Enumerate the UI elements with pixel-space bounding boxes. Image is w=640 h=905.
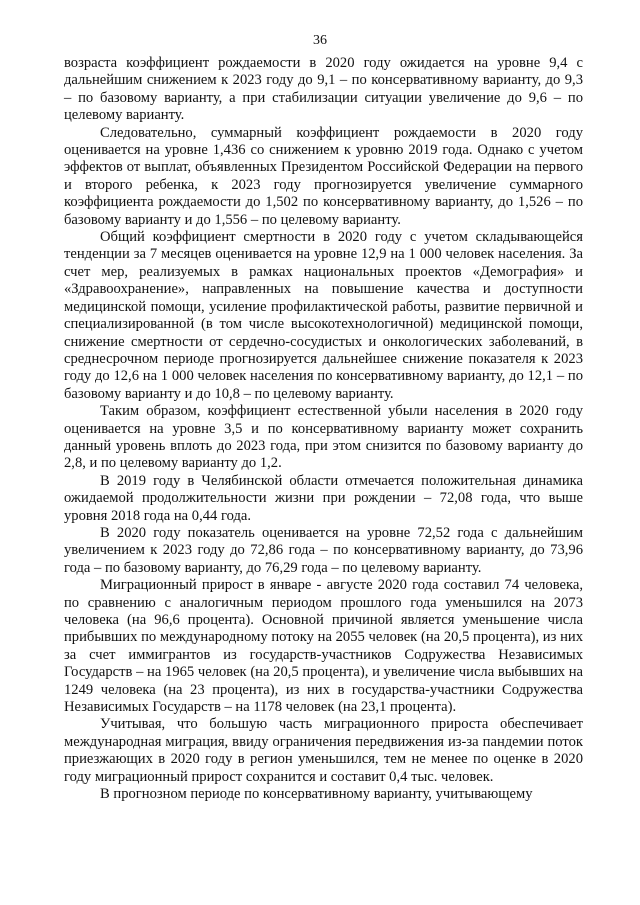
paragraph-2: Следовательно, суммарный коэффициент рождаемости в 2020 году оценивается на уровне 1,436 со снижением к уровню 2019 года. Однако с учетом эффектов от выплат, объявленных Президентом Российской Федерации на первого и второго ребенка, к 2023 году прогнозируется увеличение суммарного коэффициента рождаемости до 1,502 по консервативному варианту, до 1,526 – по базовому варианту и до 1,556 – по целевому варианту. bbox=[64, 124, 583, 228]
body-text bbox=[64, 55, 583, 803]
paragraph-6: В 2020 году показатель оценивается на уровне 72,52 года с дальнейшим увеличением к 2023 году до 72,86 года – по консервативному варианту, до 73,96 года – по базовому варианту, до 76,29 года – по целевому варианту. bbox=[64, 524, 583, 576]
paragraph-4: Таким образом, коэффициент естественной убыли населения в 2020 году оценивается на уровне 3,5 и по консервативному варианту может сохранить данный уровень вплоть до 2023 года, при этом снизится по базовому варианту до 2,8, и по целевому варианту до 1,2. bbox=[64, 403, 583, 472]
paragraph-5: В 2019 году в Челябинской области отмечается положительная динамика ожидаемой продолжительности жизни при рождении – 72,08 года, что выше уровня 2018 года на 0,44 года. bbox=[64, 472, 583, 524]
paragraph-7: Миграционный прирост в январе - августе 2020 года составил 74 человека, по сравнению с аналогичным периодом прошлого года уменьшился на 2073 человека (на 96,6 процента). Основной причиной является уменьшение числа прибывших по международному потоку на 2055 человек (на 20,5 процента), из них за счет иммигрантов из государств-участников Содружества Независимых Государств – на 1965 человек (на 20,5 процента), и увеличение числа выбывших на 1249 человека (на 23 процента), из них в государства-участники Содружества Независимых Государств – на 1178 человек (на 23,1 процента). bbox=[64, 577, 583, 716]
paragraph-8: Учитывая, что большую часть миграционного прироста обеспечивает международная миграция, ввиду ограничения передвижения из-за пандемии поток приезжающих в 2020 году в регион уменьшился, тем не менее по оценке в 2020 году миграционный прирост сохранится и составит 0,4 тыс. человек. bbox=[64, 716, 583, 785]
paragraph-1: возраста коэффициент рождаемости в 2020 году ожидается на уровне 9,4 с дальнейшим снижением к 2023 году до 9,1 – по консервативному варианту, до 9,3 – по базовому варианту, а при стабилизации ситуации увеличение до 9,6 – по целевому варианту. bbox=[64, 55, 583, 124]
paragraph-9: В прогнозном периоде по консервативному варианту, учитывающему bbox=[100, 786, 533, 803]
paragraph-3: Общий коэффициент смертности в 2020 году с учетом складывающейся тенденции за 7 месяцев оценивается на уровне 12,9 на 1 000 человек населения. За счет мер, реализуемых в рамках национальных проектов «Демография» и «Здравоохранение», направленных на повышение качества и доступности медицинской помощи, усиление профилактической работы, развитие первичной и специализированной (в том числе высокотехнологичной) медицинской помощи, снижение смертности от сердечно-сосудистых и онкологических заболеваний, в среднесрочном периоде прогнозируется дальнейшее снижение показателя к 2023 году до 12,6 на 1 000 человек населения по консервативному варианту, до 12,1 – по базовому варианту и до 10,8 – по целевому варианту. bbox=[64, 229, 583, 402]
page-number: 36 bbox=[313, 33, 327, 48]
